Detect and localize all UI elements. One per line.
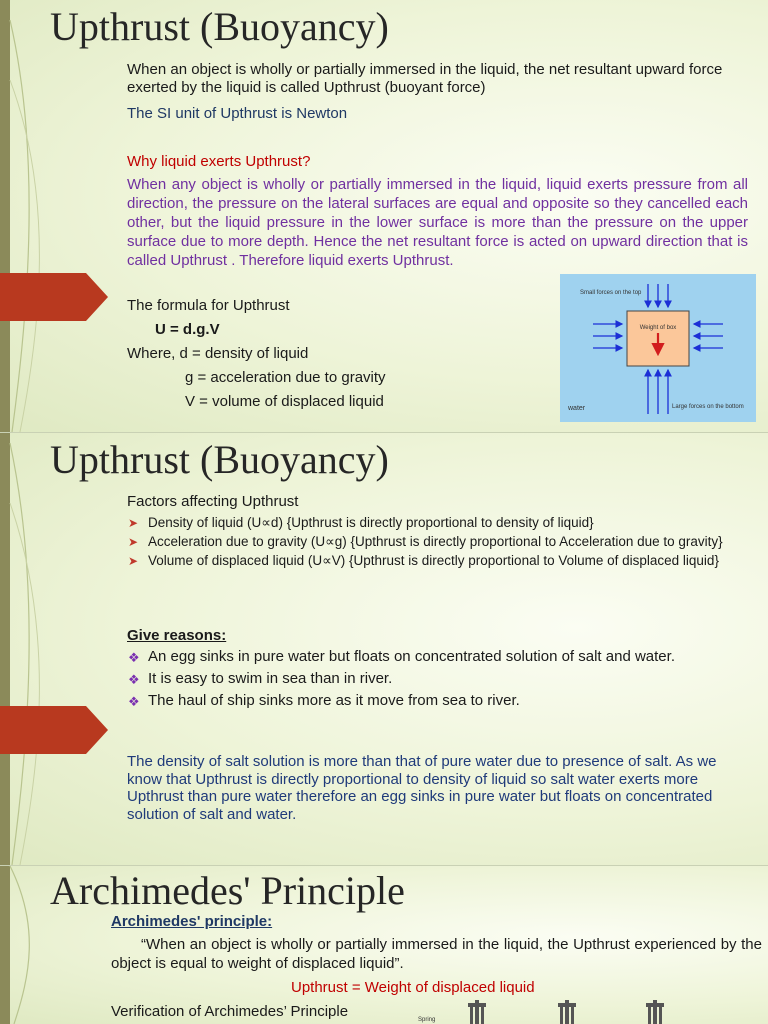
slide-title: Upthrust (Buoyancy) (50, 437, 389, 482)
principle-statement: “When an object is wholly or partially immersed in the liquid, the Upthrust experienced by the object is equal to weight of displaced liquid”. (111, 936, 762, 972)
slide-upthrust-factors (0, 433, 768, 865)
arrow-bullet-icon: ➤ (128, 516, 139, 530)
list-item: ➤ Volume of displaced liquid (U∝V) {Upthrust is directly proportional to Volume of displaced liquid} (128, 553, 719, 568)
red-arrow-marker (0, 273, 110, 321)
list-item: ➤ Acceleration due to gravity (U∝g) {Upthrust is directly proportional to Acceleration due to gravity} (128, 534, 723, 549)
verification-heading: Verification of Archimedes’ Principle (111, 1003, 349, 1020)
diamond-bullet-icon: ❖ (128, 672, 140, 687)
variable-d: Where, d = density of liquid (127, 345, 309, 362)
diagram-water-label: water (568, 405, 586, 412)
spring-balance-figures (410, 1000, 710, 1024)
reasons-list (126, 648, 746, 714)
diagram-box-label: Weight of box (639, 325, 677, 331)
why-heading: Why liquid exerts Upthrust? (127, 153, 311, 170)
si-unit-text: The SI unit of Upthrust is Newton (127, 105, 348, 122)
buoyancy-diagram-svg (560, 274, 756, 422)
factors-list (126, 515, 736, 572)
slide-archimedes-principle (0, 866, 768, 1024)
buoyancy-diagram (560, 274, 756, 422)
figure-label: Spring (418, 1017, 436, 1023)
list-item: ❖ It is easy to swim in sea than in river. (128, 670, 393, 687)
slide-upthrust-definition (0, 0, 768, 432)
reasons-heading: Give reasons: (127, 627, 227, 644)
diagram-top-label: Small forces on the top (580, 290, 642, 296)
list-item: ➤ Density of liquid (U∝d) {Upthrust is directly proportional to density of liquid} (128, 515, 594, 530)
reason-answer: The density of salt solution is more than that of pure water due to presence of salt. As we know that Upthrust is directly proportional to density of liquid so salt water exerts more Upthrust than pure water therefore an egg sinks in pure water but floats on concentrated solution of salt and water. (127, 753, 717, 823)
red-arrow-marker (0, 706, 110, 754)
list-item: ❖ The haul of ship sinks more as it move from sea to river. (128, 692, 520, 709)
decorative-curves (0, 0, 60, 432)
variable-v: V = volume of displaced liquid (185, 393, 384, 410)
formula-label: The formula for Upthrust (127, 297, 290, 314)
formula: U = d.g.V (155, 321, 220, 338)
slide-title: Archimedes' Principle (50, 868, 405, 913)
factors-heading: Factors affecting Upthrust (127, 493, 299, 510)
diamond-bullet-icon: ❖ (128, 650, 140, 665)
definition-text: When an object is wholly or partially immersed in the liquid, the net resultant upward force exerted by the liquid is called Upthrust (buoyant force) (127, 61, 723, 96)
decorative-curves (0, 433, 60, 865)
diamond-bullet-icon: ❖ (128, 694, 140, 709)
principle-equation: Upthrust = Weight of displaced liquid (291, 979, 535, 996)
list-item: ❖ An egg sinks in pure water but floats on concentrated solution of salt and water. (128, 648, 675, 665)
arrow-bullet-icon: ➤ (128, 554, 139, 568)
slide-title: Upthrust (Buoyancy) (50, 4, 389, 49)
principle-heading: Archimedes' principle: (111, 913, 273, 930)
variable-g: g = acceleration due to gravity (185, 369, 386, 386)
diagram-bottom-label: Large forces on the bottom (672, 404, 744, 410)
arrow-bullet-icon: ➤ (128, 535, 139, 549)
why-explanation: When any object is wholly or partially immersed in the liquid, liquid exerts pressure from all direction, the pressure on the lateral surfaces are equal and opposite so they cancelled each other, but the liquid pressure in the lower surface is more than the pressure on the upper surface due to more depth. Hence the net resultant force is acted on upward direction that is called Upthrust . Therefore liquid exerts Upthrust. (127, 176, 748, 269)
